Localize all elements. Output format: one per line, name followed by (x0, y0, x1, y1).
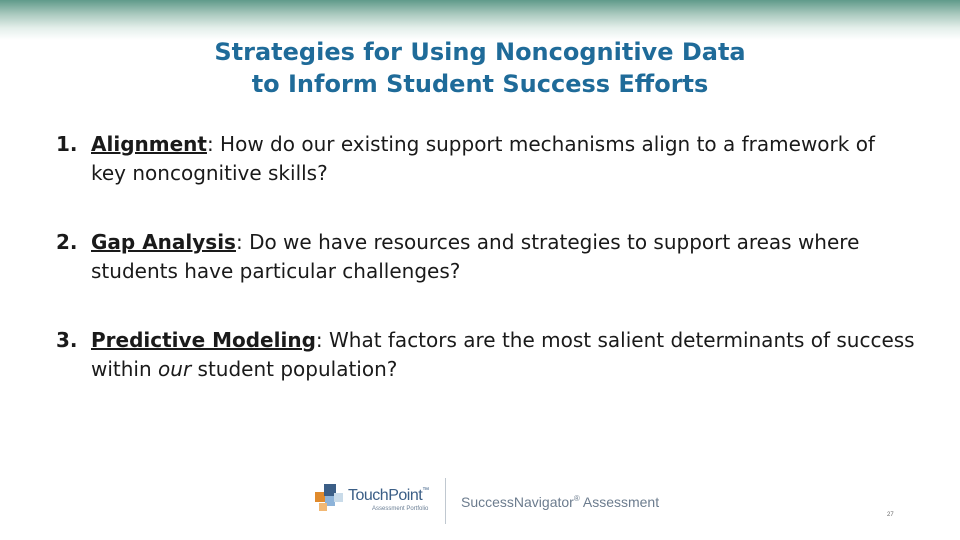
header-band (0, 0, 960, 40)
item-number: 1. (56, 132, 78, 156)
list-item-predictive-modeling (56, 326, 916, 384)
touchpoint-logo-text (348, 487, 429, 505)
successnavigator-logo-text (461, 494, 659, 510)
item-term: Gap Analysis (91, 230, 236, 254)
list-item-alignment (56, 130, 916, 188)
item-text: : Do we have resources and strategies to support areas where students have particular challenges? (91, 230, 860, 283)
item-term: Predictive Modeling (91, 328, 316, 352)
item-number: 2. (56, 230, 78, 254)
item-text-italic: our (158, 357, 192, 381)
item-text-after: student population? (191, 357, 398, 381)
touchpoint-name: TouchPoint (348, 487, 423, 504)
title-line-1: Strategies for Using Noncognitive Data (214, 38, 746, 66)
title-line-2: to Inform Student Success Efforts (251, 70, 709, 98)
slide-title (0, 36, 960, 100)
touchpoint-logo-icon (315, 484, 345, 514)
item-text-before: : What factors are the most salient determinants of success within (91, 328, 915, 381)
page-number: 27 (887, 512, 894, 518)
item-number: 3. (56, 328, 78, 352)
footer-logos (315, 478, 660, 524)
item-term: Alignment (91, 132, 207, 156)
list-item-gap-analysis (56, 228, 916, 286)
navigator-name: SuccessNavigator (461, 494, 574, 510)
touchpoint-subtitle: Assessment Portfolio (372, 506, 429, 512)
item-text: : How do our existing support mechanisms align to a framework of key noncognitive skills? (91, 132, 875, 185)
touchpoint-tm: ™ (422, 487, 429, 494)
navigator-reg: ® (573, 494, 580, 503)
navigator-suffix: Assessment (579, 494, 660, 510)
strategy-list (56, 130, 916, 384)
logo-divider (445, 478, 446, 524)
